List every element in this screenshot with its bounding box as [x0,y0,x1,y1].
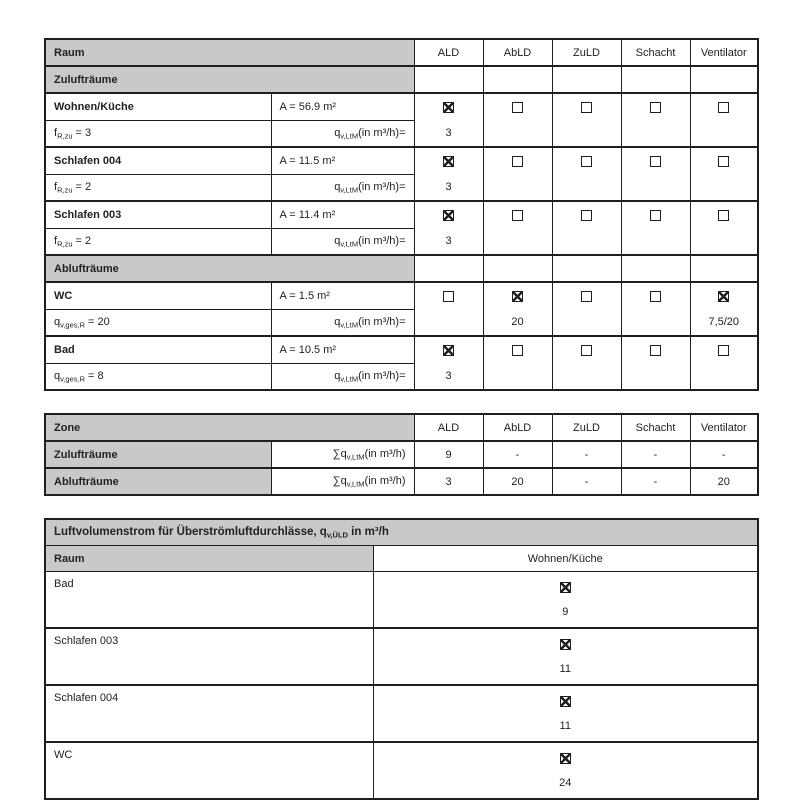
overflow-cell [373,685,758,742]
room-name: Schlafen 004 [45,685,373,742]
cell-ventilator [690,93,758,147]
room-name: WC [45,742,373,799]
cell-schacht [621,201,690,255]
cell-value [484,120,552,146]
overflow-value: 11 [559,719,571,732]
section-label: Zulufträume [45,66,414,93]
sum-formula: $\sum q_{v,LtM}(in$ m³/h) [271,468,414,495]
table-title-row [45,519,758,546]
cell-zuld [552,282,621,336]
column-header-ventilator: Ventilator [690,39,758,66]
checkbox-icon [443,156,454,167]
cell-ald [414,201,483,255]
checkbox-icon [443,291,454,302]
checkbox-icon [581,345,592,356]
cell-value [553,309,621,335]
room-row [45,93,758,120]
room-param: $f_{R,zu} = 2$ [45,228,271,255]
checkbox-icon [443,102,454,113]
room-name: Schlafen 003 [45,628,373,685]
room-name: Schlafen 003 [45,201,271,228]
overflow-cell [373,742,758,799]
checkbox-icon [512,102,523,113]
checkbox-icon [581,291,592,302]
empty-cell [621,66,690,93]
cell-value [553,228,621,254]
cell-abld [483,93,552,147]
flow-formula: $q_{v,LtM}(in$ m³/h)= [271,309,414,336]
flow-formula: $q_{v,LtM}(in$ m³/h)= [271,363,414,390]
checkbox-icon [512,345,523,356]
room-param: $f_{R,zu} = 3$ [45,120,271,147]
cell-schacht [621,147,690,201]
overflow-row-schlafen-004 [45,685,758,742]
zone-value: 9 [414,441,483,468]
zone-value: - [552,441,621,468]
zone-value: - [552,468,621,495]
zone-label: Zulufträume [45,441,271,468]
cell-value [484,228,552,254]
table-header-row [45,414,758,441]
cell-schacht [621,93,690,147]
cell-ventilator [690,282,758,336]
zone-row-abluftraeume [45,468,758,495]
cell-value: 20 [511,316,524,328]
overflow-cell [373,572,758,629]
checkbox-icon [443,210,454,221]
checkbox-icon [581,156,592,167]
column-header-schacht: Schacht [621,39,690,66]
room-name: Schlafen 004 [45,147,271,174]
checkbox-icon [650,345,661,356]
column-header-zuld: ZuLD [552,39,621,66]
cell-value [484,174,552,200]
zone-value: 20 [483,468,552,495]
zone-header: Zone [45,414,414,441]
cell-value [553,363,621,389]
overflow-value: 11 [559,662,571,675]
cell-value [691,174,758,200]
checkbox-icon [560,753,571,764]
checkbox-icon [512,210,523,221]
zone-label: Ablufträume [45,468,271,495]
empty-cell [621,255,690,282]
room-row [45,201,758,228]
empty-cell [690,66,758,93]
cell-zuld [552,93,621,147]
cell-value [553,174,621,200]
checkbox-icon [512,291,523,302]
empty-cell [552,66,621,93]
cell-value [622,228,690,254]
section-row-zuluftraeume [45,66,758,93]
zone-value: - [483,441,552,468]
raum-header: Raum [45,39,414,66]
zone-summary-table [44,413,759,496]
cell-zuld [552,336,621,390]
cell-ald [414,336,483,390]
room-row [45,282,758,309]
flow-formula: $q_{v,LtM}(in$ m³/h)= [271,120,414,147]
column-header-schacht: Schacht [621,414,690,441]
checkbox-icon [581,210,592,221]
empty-cell [483,66,552,93]
cell-value [622,120,690,146]
checkbox-icon [650,210,661,221]
column-header-zuld: ZuLD [552,414,621,441]
table-title: Luftvolumenstrom für Überströmluftdurchlässe, $q_{v,ÜLD}$ in m³/h [45,519,758,546]
sum-formula: $\sum q_{v,LtM}(in$ m³/h) [271,441,414,468]
cell-value [553,120,621,146]
cell-value [691,363,758,389]
cell-abld [483,147,552,201]
column-header-wohnen-kueche: Wohnen/Küche [373,546,758,572]
checkbox-icon [512,156,523,167]
empty-cell [483,255,552,282]
checkbox-icon [560,696,571,707]
room-param: $q_{v,ges,R} = 8$ [45,363,271,390]
cell-ventilator [690,201,758,255]
cell-ventilator [690,147,758,201]
room-param: $f_{R,zu} = 2$ [45,174,271,201]
zone-value: - [621,468,690,495]
room-param: $q_{v,ges,R} = 20$ [45,309,271,336]
room-area: A = 10.5 m² [271,336,414,363]
checkbox-icon [718,102,729,113]
cell-schacht [621,282,690,336]
cell-value: 3 [445,370,452,382]
zone-value: - [690,441,758,468]
section-label: Ablufträume [45,255,414,282]
table-header-row [45,546,758,572]
column-header-abld: AbLD [483,39,552,66]
overflow-cell [373,628,758,685]
cell-value: 3 [445,181,452,193]
table-gap [44,391,757,413]
cell-value [484,363,552,389]
cell-value [622,363,690,389]
cell-ald [414,93,483,147]
overflow-row-wc [45,742,758,799]
room-name: Bad [45,572,373,629]
overflow-value: 9 [562,605,569,618]
zone-value: 20 [690,468,758,495]
room-ventilation-table [44,38,759,391]
overflow-row-bad [45,572,758,629]
flow-formula: $q_{v,LtM}(in$ m³/h)= [271,228,414,255]
table-gap [44,496,757,518]
room-area: A = 1.5 m² [271,282,414,309]
zone-row-zuluftraeume [45,441,758,468]
column-header-abld: AbLD [483,414,552,441]
empty-cell [552,255,621,282]
ventilation-report [44,38,757,800]
cell-value [415,309,483,335]
zone-value: 3 [414,468,483,495]
cell-abld [483,336,552,390]
column-header-ald: ALD [414,39,483,66]
room-area: A = 11.5 m² [271,147,414,174]
checkbox-icon [718,156,729,167]
overflow-row-schlafen-003 [45,628,758,685]
room-row [45,336,758,363]
cell-value: 7,5/20 [708,316,740,328]
table-header-row [45,39,758,66]
cell-schacht [621,336,690,390]
checkbox-icon [560,582,571,593]
empty-cell [414,66,483,93]
checkbox-icon [560,639,571,650]
cell-abld [483,201,552,255]
checkbox-icon [718,345,729,356]
zone-value: - [621,441,690,468]
column-header-ventilator: Ventilator [690,414,758,441]
cell-value: 3 [445,127,452,139]
cell-abld [483,282,552,336]
cell-value: 3 [445,235,452,247]
cell-value [691,228,758,254]
cell-ald [414,147,483,201]
checkbox-icon [718,291,729,302]
cell-zuld [552,147,621,201]
section-row-abluftraeume [45,255,758,282]
room-area: A = 56.9 m² [271,93,414,120]
cell-value [622,174,690,200]
room-name: Bad [45,336,271,363]
cell-ald [414,282,483,336]
raum-header: Raum [45,546,373,572]
empty-cell [414,255,483,282]
checkbox-icon [650,291,661,302]
cell-value [691,120,758,146]
checkbox-icon [581,102,592,113]
cell-ventilator [690,336,758,390]
column-header-ald: ALD [414,414,483,441]
cell-value [622,309,690,335]
room-name: WC [45,282,271,309]
room-name: Wohnen/Küche [45,93,271,120]
flow-formula: $q_{v,LtM}(in$ m³/h)= [271,174,414,201]
cell-zuld [552,201,621,255]
checkbox-icon [650,156,661,167]
checkbox-icon [443,345,454,356]
empty-cell [690,255,758,282]
checkbox-icon [718,210,729,221]
overflow-airflow-table [44,518,759,800]
room-area: A = 11.4 m² [271,201,414,228]
room-row [45,147,758,174]
overflow-value: 24 [559,776,572,789]
checkbox-icon [650,102,661,113]
